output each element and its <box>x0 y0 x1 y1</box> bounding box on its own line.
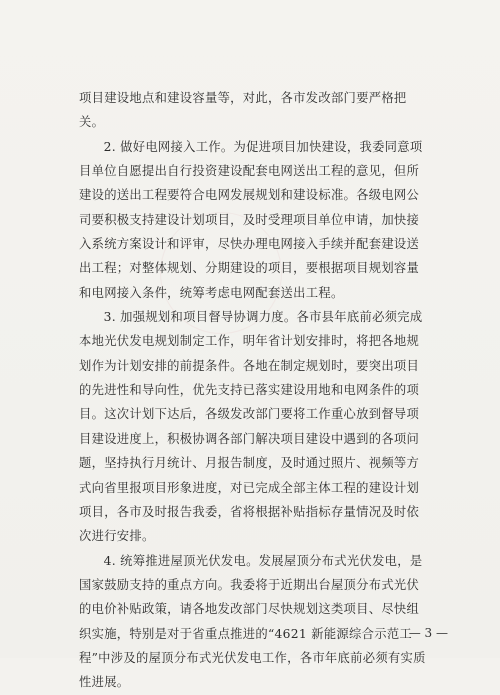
paragraph-4: 4. 统筹推进屋顶光伏发电。发展屋顶分布式光伏发电，是国家鼓励支持的重点方向。我委将于近期出台屋顶分布式光伏的电价补贴政策，请各地发改部门尽快规划这类项目、尽快组织实施，特别是对于省重点推进的“4621 新能源综合示范工程”中涉及的屋顶分布式光伏发电工作，各市年底前必须有实质性进展。 <box>79 553 426 690</box>
paragraph-1: 项目建设地点和建设容量等，对此，各市发改部门要严格把关。 <box>79 91 407 130</box>
paragraph-3: 3. 加强规划和项目督导协调力度。各市县年底前必须完成本地光伏发电规划制定工作，明年省计划安排时，将把各地规划作为计划安排的前提条件。各地在制定规划时，要突出项目的先进性和导向性，优先支持已落实建设用地和电网条件的项目。这次计划下达后，各级发改部门要将工作重心放到督导项目建设进度上，积极协调各部门解决项目建设中遇到的各项问题，坚持执行月统计、月报告制度，及时通过照片、视频等方式向省里报项目形象进度，对已完成全部主体工程的建设计划项目，各市及时报告我委，省将根据补贴指标存量情况及时依次进行安排。 <box>79 310 423 544</box>
page-number: — 3 — <box>408 626 448 640</box>
body-text <box>79 86 429 695</box>
paragraph-2: 2. 做好电网接入工作。为促进项目加快建设，我委同意项目单位自愿提出自行投资建设配套电网送出工程的意见，但所建设的送出工程要符合电网发展规划和建设标准。各级电网公司要积极支持建设计划项目，及时受理项目单位申请，加快接入系统方案设计和评审，尽快办理电网接入手续并配套建设送出工程；对整体规划、分期建设的项目，要根据项目规划容量和电网接入条件，统筹考虑电网配套送出工程。 <box>79 139 423 300</box>
